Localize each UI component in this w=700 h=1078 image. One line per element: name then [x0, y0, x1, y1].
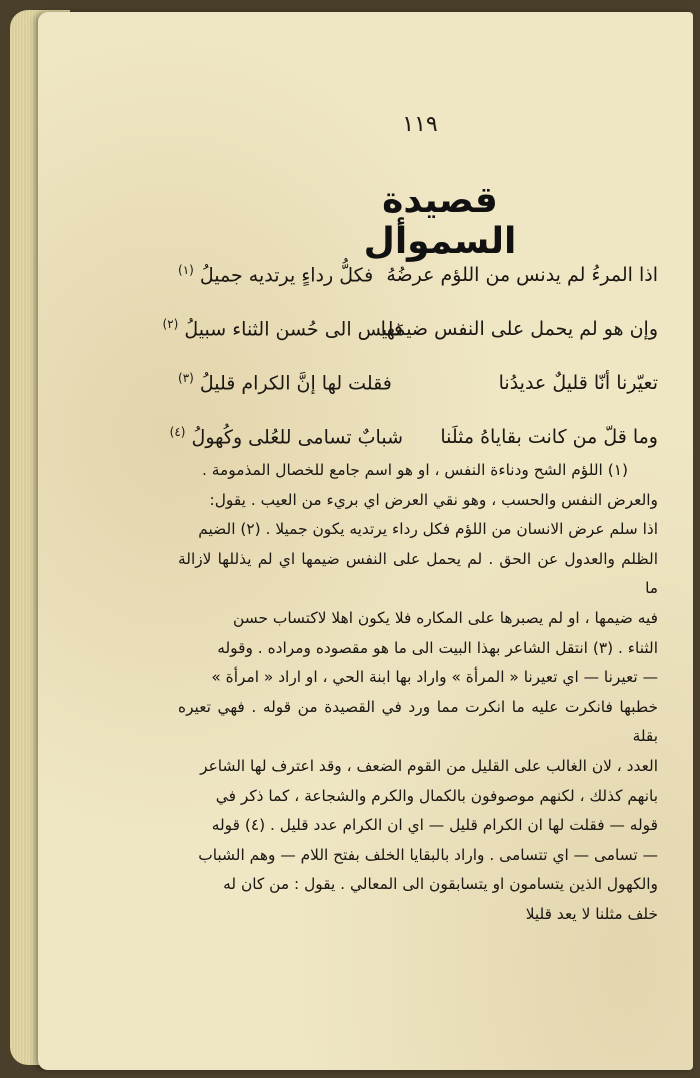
- footnote-line: والعرض النفس والحسب ، وهو نقي العرض اي بريء من العيب . يقول:: [209, 490, 658, 509]
- footnote-line: — تعيرنا — اي تعيرنا « المرأة » واراد بها ابنة الحي ، او اراد « امرأة »: [211, 668, 658, 687]
- footnote-line: قوله — فقلت لها ان الكرام قليل — اي ان الكرام عدد قليل . (٤) قوله: [211, 816, 658, 835]
- footnote-mark: (٣): [178, 371, 194, 386]
- footnote-line: الثناء . (٣) انتقل الشاعر بهذا البيت الى ما هو مقصوده ومراده . وقوله: [217, 638, 658, 657]
- footnote-line: والكهول الذين يتسامون او يتسابقون الى المعالي . يقول : من كان له: [223, 875, 658, 894]
- footnote-line: خلف مثلنا لا يعد قليلا: [525, 904, 658, 923]
- footnote-line: اذا سلم عرض الانسان من اللؤم فكل رداء يرتديه يكون جميلا . (٢) الضيم: [198, 520, 658, 539]
- footnote-line: الظلم والعدول عن الحق . لم يحمل على النفس ضيمها اي لم يذللها لازالة ما: [178, 549, 658, 598]
- verse-first-hemistich: تعيّرنا أنّا قليلٌ عديدُنا: [498, 372, 658, 394]
- poem-title: قصيدة السموأل: [363, 180, 517, 262]
- verse-first-hemistich: وإن هو لم يحمل على النفس ضيمَها: [380, 318, 658, 340]
- footnote-mark: (٤): [169, 425, 186, 440]
- verse-second-hemistich: [162, 317, 403, 341]
- footnote-line: — تسامى — اي تتسامى . واراد بالبقايا الخلف بفتح اللام — وهم الشباب: [198, 845, 658, 864]
- verse-second-hemistich: [178, 371, 403, 394]
- verse-line: [162, 302, 658, 356]
- verse-second-text: فقلت لها إنَّ الكرام قليلُ: [199, 372, 392, 395]
- footnote-line: بانهم كذلك ، لكنهم موصوفون بالكمال والكرم والشجاعة ، كما ذكر في: [215, 786, 658, 805]
- verse-line: [178, 356, 658, 410]
- footnote-line: (١) اللؤم الشح ودناءة النفس ، او هو اسم جامع للخصال المذمومة .: [201, 461, 628, 479]
- verse-second-text: فليس الى حُسن الثناء سبيلُ: [184, 318, 403, 341]
- footnote-line: فيه ضيمها ، او لم يصبرها على المكاره فلا يكون اهلا لاكتساب حسن: [233, 608, 658, 627]
- verse-line: [178, 248, 658, 302]
- footnote-mark: (١): [178, 263, 194, 278]
- footnote-mark: (٢): [162, 317, 179, 332]
- verse-second-text: فكلُّ رداءٍ يرتديه جميلُ: [199, 264, 374, 287]
- footnote-line: خطبها فانكرت عليه ما انكرت مما ورد في القصيدة من قوله . فهي تعيره بقلة: [178, 697, 658, 746]
- footnote-line: العدد ، لان الغالب على القليل من القوم الضعف ، وقد اعترف لها الشاعر: [200, 756, 658, 775]
- page-number: ١١٩: [402, 112, 438, 137]
- verse-first-hemistich: اذا المرءُ لم يدنس من اللؤم عرضُهُ: [386, 264, 658, 286]
- verse-second-hemistich: [178, 263, 403, 286]
- verse-second-hemistich: [169, 425, 403, 449]
- verse-first-hemistich: وما قلّ من كانت بقاياهُ مثلَنا: [440, 426, 658, 448]
- verse-second-text: شبابٌ تسامى للعُلى وكُهولُ: [191, 426, 403, 449]
- footnotes: [178, 456, 658, 930]
- poem-verses: [162, 248, 658, 464]
